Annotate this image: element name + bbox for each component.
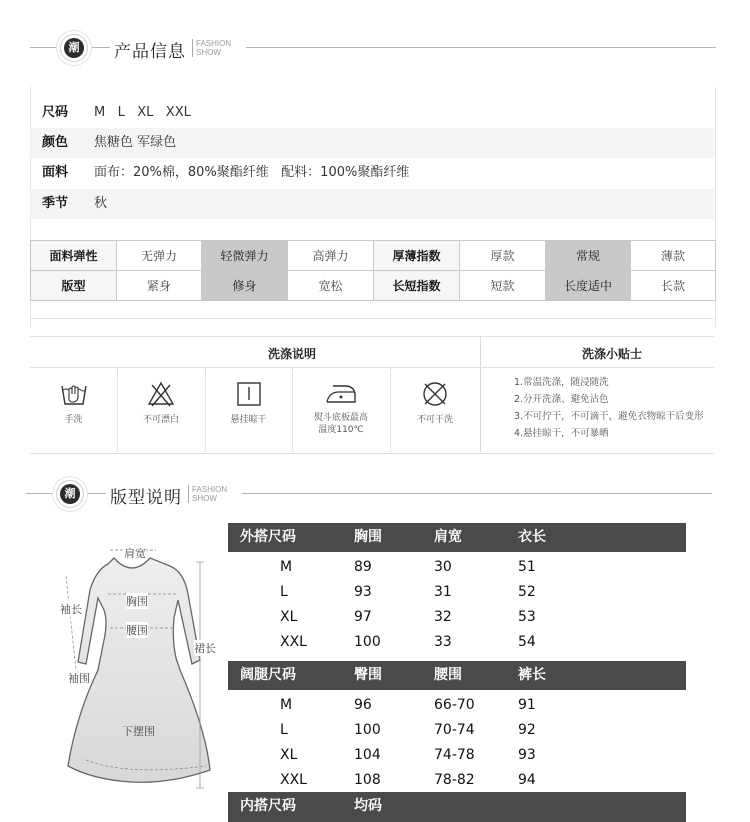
wash-cell [30, 368, 118, 452]
section-line-right [246, 47, 716, 48]
wash-tip: 3.不可拧干，不可滴干，避免衣物晾干后变形 [514, 411, 704, 422]
wash-divider [480, 336, 481, 452]
info-label: 颜色 [42, 135, 69, 150]
wash-label: 不可干洗 [416, 415, 453, 425]
wash-tip: 1.常温洗涤，随浸随洗 [514, 377, 609, 388]
attr-option: 无弹力 [117, 241, 202, 271]
no-dry-clean-icon [420, 380, 450, 408]
wash-cell [205, 368, 293, 452]
table-row: L 100 70-74 92 [280, 722, 536, 738]
diagram-label-skirt-length: 裙长 [194, 642, 216, 655]
attr-option: 短款 [460, 271, 546, 301]
info-value: 秋 [94, 196, 108, 211]
hang-dry-icon [234, 380, 264, 408]
wash-tip: 2.分开洗涤、避免沾色 [514, 394, 609, 405]
attr-option: 厚款 [460, 241, 546, 271]
attr-head-elasticity: 面料弹性 [31, 241, 117, 271]
table-row: XL 97 32 53 [280, 609, 536, 625]
section-title: 产品信息 [114, 42, 186, 62]
table-row: XL 104 74-78 93 [280, 747, 536, 763]
attr-option: 薄款 [631, 241, 716, 271]
info-label: 面料 [42, 165, 69, 180]
wash-cell [292, 368, 391, 452]
info-row-size [30, 98, 714, 128]
section-line-mid [88, 493, 106, 494]
diagram-label-cuff: 袖围 [68, 672, 90, 685]
info-value: M L XL XXL [94, 105, 191, 120]
section-line-mid [92, 47, 110, 48]
attr-option-selected: 长度适中 [546, 271, 631, 301]
table-row: XXL 108 78-82 94 [280, 772, 536, 788]
attr-option: 宽松 [288, 271, 374, 301]
diagram-label-waist: 腰围 [126, 624, 148, 637]
table-row: M 96 66-70 91 [280, 697, 536, 713]
attr-head-fit: 版型 [31, 271, 117, 301]
attribute-row [31, 241, 716, 271]
pants-table-header: 阔腿尺码 臀围 腰围 裤长 [228, 661, 686, 690]
diagram-label-chest: 胸围 [126, 595, 148, 608]
section-title: 版型说明 [110, 488, 182, 508]
section-line-right [242, 493, 712, 494]
fashion-show-tag: FASHION SHOW [192, 39, 231, 57]
table-row: XXL 100 33 54 [280, 634, 536, 650]
attr-option-selected: 常规 [546, 241, 631, 271]
wash-label: 熨斗底板最高 [313, 413, 368, 423]
section-badge: 潮 [60, 34, 88, 62]
table-row: L 93 31 52 [280, 584, 536, 600]
outer-table-header: 外搭尺码 胸围 肩宽 衣长 [228, 523, 686, 552]
attribute-grid [30, 240, 716, 301]
wash-label: 悬挂晾干 [230, 415, 267, 425]
wash-tips-title: 洗涤小贴士 [582, 347, 643, 361]
attr-option: 高弹力 [288, 241, 374, 271]
section-line-left [26, 493, 54, 494]
wash-cell [117, 368, 206, 452]
info-label: 季节 [42, 196, 69, 211]
attr-option-selected: 修身 [202, 271, 288, 301]
wash-label: 手洗 [64, 415, 83, 425]
hand-wash-icon [59, 380, 89, 408]
attr-head-length: 长短指数 [374, 271, 460, 301]
attr-option-selected: 轻微弹力 [202, 241, 288, 271]
wash-label: 不可漂白 [142, 415, 179, 425]
info-row-fabric [30, 158, 714, 188]
wash-tip: 4.悬挂晾干，不可暴晒 [514, 428, 609, 439]
diagram-label-sleeve: 袖长 [60, 603, 82, 616]
diagram-label-shoulder: 肩宽 [124, 547, 146, 560]
section-badge: 潮 [56, 480, 84, 508]
info-value: 焦糖色 军绿色 [94, 135, 177, 150]
grid-bottom-rule [30, 318, 714, 319]
info-label: 尺码 [42, 105, 69, 120]
wash-cell [390, 368, 480, 452]
iron-icon [324, 380, 358, 408]
attr-option: 长款 [631, 271, 716, 301]
attribute-row [31, 271, 716, 301]
info-row-season [30, 189, 714, 219]
attr-option: 紧身 [117, 271, 202, 301]
wash-label: 温度110℃ [318, 425, 364, 435]
attr-head-thickness: 厚薄指数 [374, 241, 460, 271]
table-row: M 89 30 51 [280, 559, 536, 575]
wash-title: 洗涤说明 [268, 347, 317, 361]
section-line-left [30, 47, 58, 48]
diagram-label-hem: 下摆围 [122, 725, 155, 738]
no-bleach-icon [146, 380, 176, 408]
info-value: 面布：20%棉，80%聚酯纤维 配料：100%聚酯纤维 [94, 165, 410, 180]
inner-table-header: 内搭尺码 均码 [228, 792, 686, 822]
info-row-color [30, 128, 714, 158]
fashion-show-tag: FASHION SHOW [188, 485, 227, 503]
